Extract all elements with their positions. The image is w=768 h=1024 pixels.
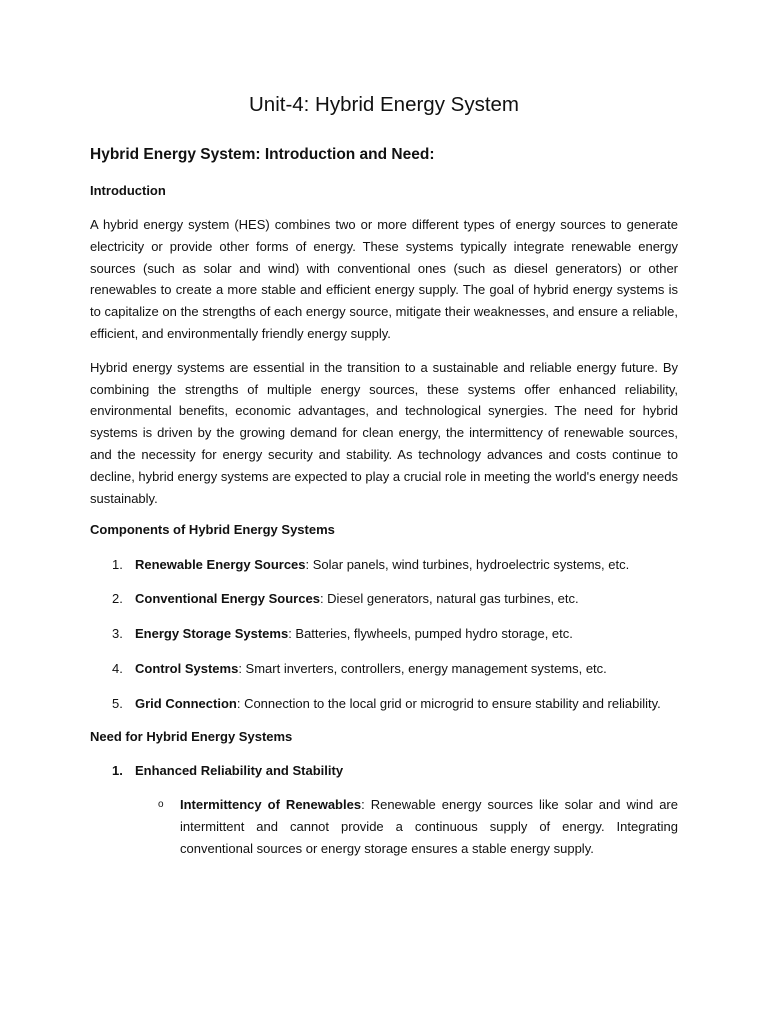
component-term: Grid Connection: [135, 695, 237, 711]
list-item: [90, 588, 678, 610]
intro-paragraph-2: Hybrid energy systems are essential in the transition to a sustainable and reliable energy future. By combining the strengths of multiple energy sources, these systems offer enhanced reliability, environmental benefits, economic advantages, and technological synergies. The need for hybrid systems is driven by the growing demand for clean energy, the intermittency of renewable sources, and the necessity for energy security and stability. As technology advances and costs continue to decline, hybrid energy systems are expected to play a crucial role in meeting the world's energy needs sustainably.: [90, 359, 678, 506]
list-number: 5.: [112, 695, 123, 711]
component-desc: : Connection to the local grid or microgrid to ensure stability and reliability.: [236, 695, 661, 711]
list-item: [90, 623, 678, 645]
list-item: [90, 658, 678, 680]
components-list: [90, 554, 678, 715]
need-sub-item: [90, 794, 678, 859]
hollow-bullet-icon: o: [158, 799, 164, 811]
list-number: 1.: [112, 762, 123, 778]
sub-item-desc: : Renewable energy sources like solar and wind are intermittent and cannot provide a continuous supply of energy. Integrating conventional sources or energy storage ensures a stable energy supply.: [180, 797, 678, 857]
list-number: 3.: [112, 626, 123, 642]
section-heading: Hybrid Energy System: Introduction and Need:: [90, 145, 435, 163]
intro-heading: Introduction: [90, 182, 166, 198]
component-term: Control Systems: [135, 660, 239, 676]
component-desc: : Smart inverters, controllers, energy management systems, etc.: [238, 660, 607, 676]
component-desc: : Batteries, flywheels, pumped hydro storage, etc.: [288, 626, 573, 642]
list-number: 1.: [112, 556, 123, 572]
list-number: 4.: [112, 660, 123, 676]
need-heading: Need for Hybrid Energy Systems: [90, 728, 293, 744]
intro-paragraph-1: A hybrid energy system (HES) combines two or more different types of energy sources to generate electricity or provide other forms of energy. These systems typically integrate renewable energy sources (such as solar and wind) with conventional ones (such as diesel generators) or other renewables to create a more stable and efficient energy supply. The goal of hybrid energy systems is to capitalize on the strengths of each energy source, mitigate their weaknesses, and ensure a reliable, efficient, and environmentally friendly energy supply.: [90, 216, 678, 341]
need-item: [90, 760, 678, 782]
list-number: 2.: [112, 591, 123, 607]
list-item: [90, 693, 678, 715]
component-term: Conventional Energy Sources: [135, 591, 320, 607]
components-heading: Components of Hybrid Energy Systems: [90, 522, 335, 538]
sub-item-term: Intermittency of Renewables: [180, 797, 362, 813]
page-title: Unit-4: Hybrid Energy System: [248, 93, 519, 116]
list-item: [90, 554, 678, 576]
component-desc: : Solar panels, wind turbines, hydroelectric systems, etc.: [305, 556, 630, 572]
component-desc: : Diesel generators, natural gas turbines, etc.: [319, 591, 579, 607]
component-term: Renewable Energy Sources: [135, 556, 306, 572]
component-term: Energy Storage Systems: [135, 626, 289, 642]
need-item-label: Enhanced Reliability and Stability: [135, 762, 344, 778]
